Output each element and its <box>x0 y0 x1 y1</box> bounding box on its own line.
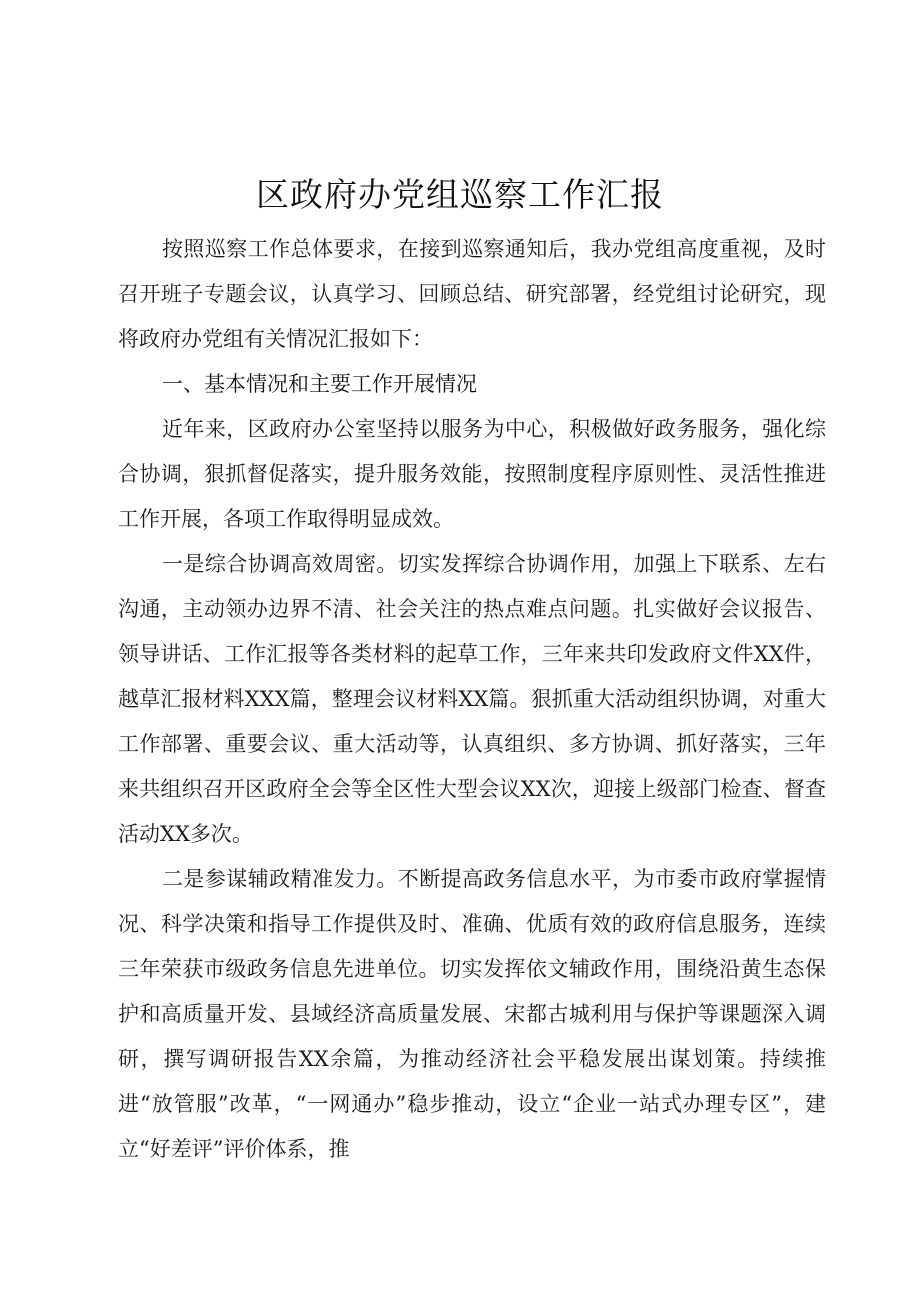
section-heading: 一、基本情况和主要工作开展情况 <box>162 372 477 396</box>
intro-paragraph: 按照巡察工作总体要求，在接到巡察通知后，我办党组高度重视，及时召开班子专题会议，认真学习、回顾总结、研究部署，经党组讨论研究，现将政府办党组有关情况汇报如下： <box>118 237 826 351</box>
document-title: 区政府办党组巡察工作汇报 <box>256 175 664 214</box>
coordination-paragraph: 一是综合协调高效周密。切实发挥综合协调作用，加强上下联系、左右沟通，主动领办边界不清、社会关注的热点难点问题。扎实做好会议报告、领导讲话、工作汇报等各类材料的起草工作，三年来共印发政府文件XX件，越草汇报材料XXX篇，整理会议材料XX篇。狠抓重大活动组织协调，对重大工作部署、重要会议、重大活动等，认真组织、多方协调、抓好落实，三年来共组织召开区政府全会等全区性大型会议XX次，迎接上级部门检查、督查活动XX多次。 <box>118 552 826 846</box>
overview-paragraph: 近年来，区政府办公室坚持以服务为中心，积极做好政务服务，强化综合协调，狠抓督促落实，提升服务效能，按照制度程序原则性、灵活性推进工作开展，各项工作取得明显成效。 <box>118 417 826 531</box>
document-body <box>118 227 826 1172</box>
advisory-paragraph: 二是参谋辅政精准发力。不断提高政务信息水平，为市委市政府掌握情况、科学决策和指导工作提供及时、准确、优质有效的政府信息服务，连续三年荣获市级政务信息先进单位。切实发挥依文辅政作用，围绕沿黄生态保护和高质量开发、县域经济高质量发展、宋都古城利用与保护等课题深入调研，撰写调研报告XX余篇，为推动经济社会平稳发展出谋划策。持续推进“放管服”改革，“一网通办”稳步推动，设立“企业一站式办理专区”，建立“好差评”评价体系，推 <box>118 867 826 1161</box>
